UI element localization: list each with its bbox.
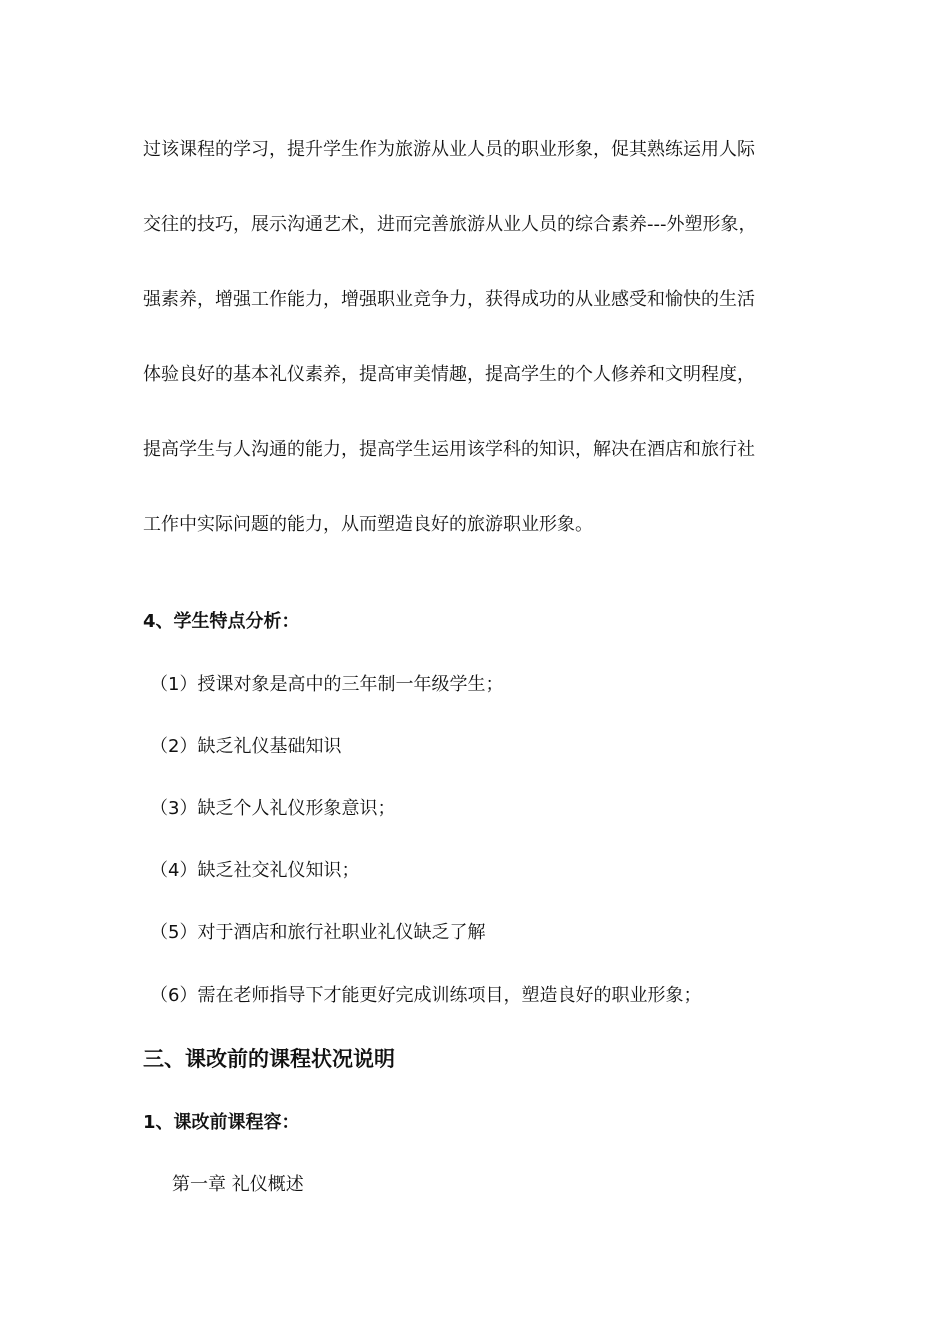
paragraph-line: 提高学生与人沟通的能力，提高学生运用该学科的知识，解决在酒店和旅行社 [143,439,755,460]
list-item: （1）授课对象是高中的三年制一年级学生； [150,674,504,695]
paragraph-line: 强素养，增强工作能力，增强职业竞争力，获得成功的从业感受和愉快的生活 [143,289,755,310]
list-item: （4）缺乏社交礼仪知识； [150,860,360,881]
part-heading-course-status: 三、课改前的课程状况说明 [143,1047,395,1071]
paragraph-line: 工作中实际问题的能力，从而塑造良好的旅游职业形象。 [143,514,593,535]
paragraph-line: 体验良好的基本礼仪素养，提高审美情趣，提高学生的个人修养和文明程度， [143,364,755,385]
list-item: （3）缺乏个人礼仪形象意识； [150,798,396,819]
section-heading-student-analysis: 4、学生特点分析： [143,611,300,632]
list-item: （5）对于酒店和旅行社职业礼仪缺乏了解 [150,922,486,943]
paragraph-line: 过该课程的学习，提升学生作为旅游从业人员的职业形象，促其熟练运用人际 [143,139,755,160]
list-item: （2）缺乏礼仪基础知识 [150,736,342,757]
chapter-title: 第一章 礼仪概述 [172,1174,304,1195]
paragraph-line: 交往的技巧，展示沟通艺术，进而完善旅游从业人员的综合素养---外塑形象， [143,214,757,235]
list-item: （6）需在老师指导下才能更好完成训练项目，塑造良好的职业形象； [150,985,702,1006]
sub-heading-course-content: 1、课改前课程容： [143,1112,300,1133]
